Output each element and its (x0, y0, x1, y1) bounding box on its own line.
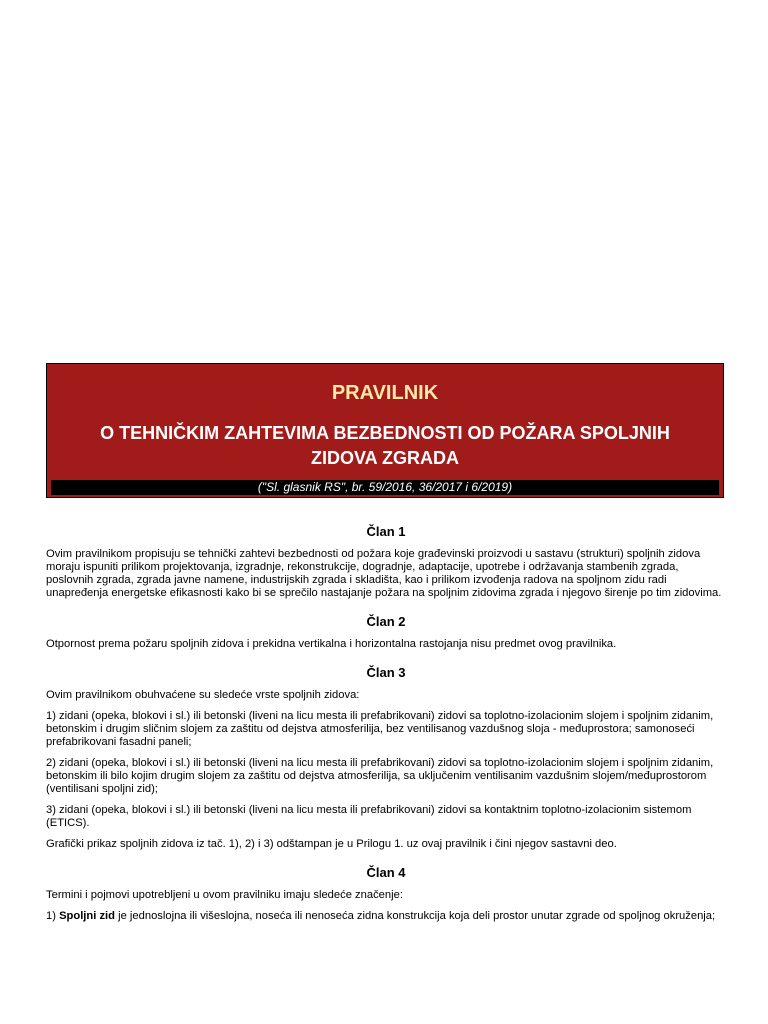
article-paragraph: Ovim pravilnikom obuhvaćene su sledeće vrste spoljnih zidova: (46, 689, 360, 701)
article-paragraph: Termini i pojmovi upotrebljeni u ovom pravilniku imaju sledeće značenje: (46, 889, 403, 901)
list-item: 3) zidani (opeka, blokovi i sl.) ili betonski (liveni na licu mesta ili prefabrikovani) zidovi sa kontaktnim toplotno-izolacionim sistemom (ETICS). (46, 804, 692, 829)
article-1 (46, 524, 726, 600)
definition-term: Spoljni zid (59, 910, 115, 922)
article-paragraph: Otpornost prema požaru spoljnih zidova i prekidna vertikalna i horizontalna rastojanja nisu predmet ovog pravilnika. (46, 638, 617, 650)
article-2 (46, 614, 726, 651)
gazette-reference: ("Sl. glasnik RS", br. 59/2016, 36/2017 i 6/2019) (51, 480, 719, 495)
definition-text: je jednoslojna ili višeslojna, noseća ili nenoseća zidna konstrukcija koja deli prostor unutar zgrade od spoljnog okruženja; (118, 910, 716, 922)
list-item: 1) zidani (opeka, blokovi i sl.) ili betonski (liveni na licu mesta ili prefabrikovani) zidovi sa toplotno-izolacionim slojem i spoljnim zidanim, betonskim i drugim sličnim slojem za zaštitu od dejstva atmosferilija, bez ventilisanog vazdušnog sloja - međuprostora; samonoseći prefabrikovani fasadni paneli; (46, 710, 714, 748)
article-paragraph: Grafički prikaz spoljnih zidova iz tač. 1), 2) i 3) odštampan je u Prilogu 1. uz ovaj pravilnik i čini njegov sastavni deo. (46, 838, 617, 850)
article-3 (46, 665, 726, 851)
list-item: 2) zidani (opeka, blokovi i sl.) ili betonski (liveni na licu mesta ili prefabrikovani) zidovi sa toplotno-izolacionim slojem i spoljnim zidanim, betonskim ili bilo kojim drugim slojem za zaštitu od dejstva atmosferilija, sa uključenim ventilisanim vazdušnim slojem/međuprostorom (ventilisani spoljni zid); (46, 757, 714, 795)
article-heading: Član 1 (366, 524, 406, 539)
article-heading: Član 3 (366, 665, 406, 680)
definition-number: 1) (46, 910, 56, 922)
document-header (46, 363, 724, 498)
article-heading: Član 4 (366, 865, 406, 880)
article-paragraph: Ovim pravilnikom propisuju se tehnički zahtevi bezbednosti od požara koje građevinski proizvodi u sastavu (strukturi) spoljnih zidova moraju ispuniti prilikom projektovanja, izgradnje, rekonstrukcije, dogradnje, adaptacije, upotrebe i održavanja stambenih zgrada, poslovnih zgrada, zgrada javne namene, industrijskih zgrada i skladišta, kao i prilikom izvođenja radova na spoljnom zidu radi unapređenja energetske efikasnosti kako bi se sprečilo nastajanje požara na spoljnim zidovima zgrada i njegovo širenje po tim zidovima. (46, 548, 722, 599)
article-heading: Član 2 (366, 614, 406, 629)
document-title: PRAVILNIK (331, 382, 439, 404)
document-subtitle: O TEHNIČKIM ZAHTEVIMA BEZBEDNOSTI OD POŽARA SPOLJNIH ZIDOVA ZGRADA (100, 423, 670, 468)
article-4 (46, 865, 726, 923)
document-body (46, 524, 726, 931)
definition-item (46, 910, 726, 923)
